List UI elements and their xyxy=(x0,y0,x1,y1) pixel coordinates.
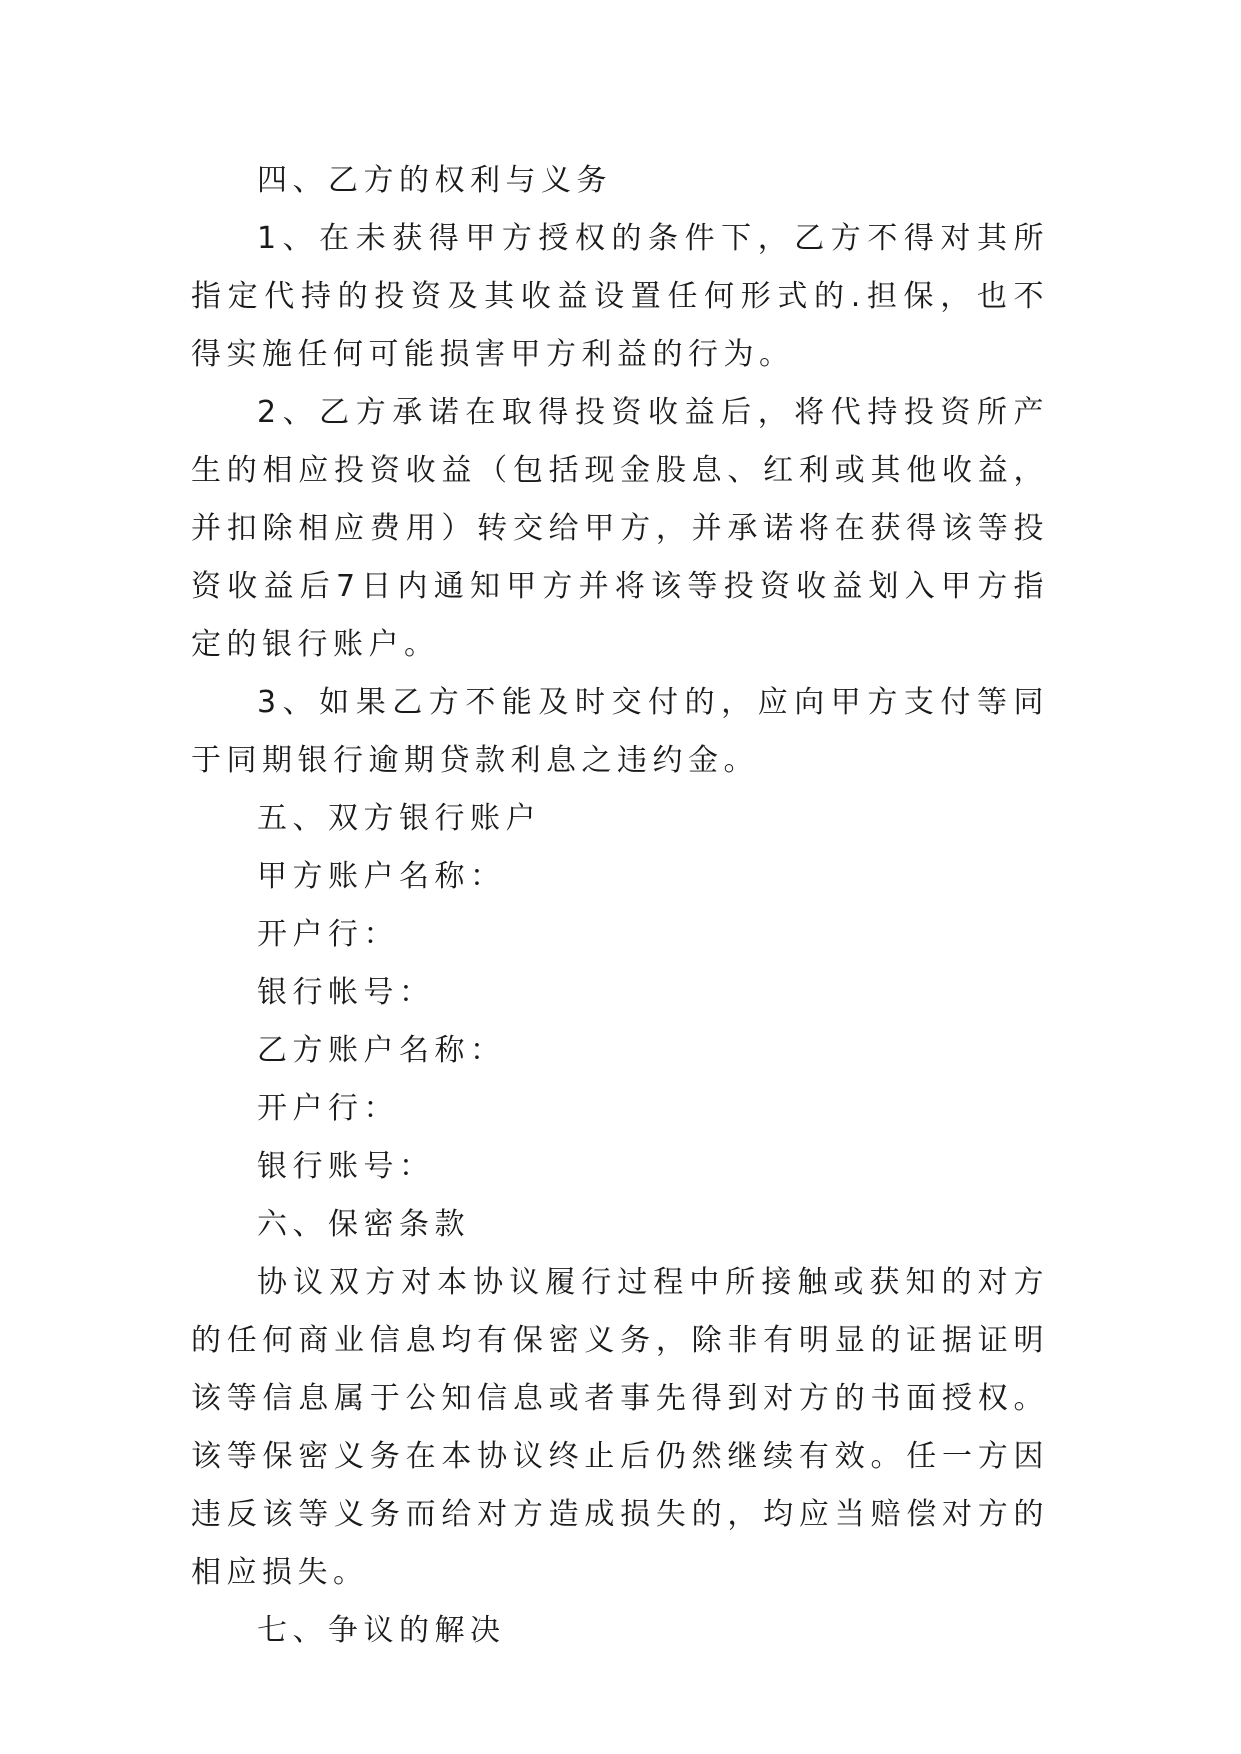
party-b-bank: 开户行： xyxy=(257,1091,399,1126)
party-a-account-name: 甲方账户名称： xyxy=(257,859,506,894)
section-5-heading: 五、双方银行账户 xyxy=(257,801,541,836)
section-4-clause-1: 1、在未获得甲方授权的条件下，乙方不得对其所指定代持的投资及其收益设置任何形式的.担保，也不得实施任何可能损害甲方利益的行为。 xyxy=(191,221,1049,372)
section-6-heading: 六、保密条款 xyxy=(257,1207,470,1242)
party-b-account-name: 乙方账户名称： xyxy=(257,1033,506,1068)
party-a-account-number: 银行帐号： xyxy=(257,975,435,1010)
section-6-body: 协议双方对本协议履行过程中所接触或获知的对方的任何商业信息均有保密义务，除非有明显的证据证明该等信息属于公知信息或者事先得到对方的书面授权。该等保密义务在本协议终止后仍然继续有效。任一方因违反该等义务而给对方造成损失的，均应当赔偿对方的相应损失。 xyxy=(191,1265,1049,1590)
section-7-heading: 七、争议的解决 xyxy=(257,1613,506,1648)
party-a-bank: 开户行： xyxy=(257,917,399,952)
section-4-clause-2: 2、乙方承诺在取得投资收益后，将代持投资所产生的相应投资收益（包括现金股息、红利或其他收益，并扣除相应费用）转交给甲方，并承诺将在获得该等投资收益后7日内通知甲方并将该等投资收益划入甲方指定的银行账户。 xyxy=(191,395,1049,662)
party-b-account-number: 银行账号： xyxy=(257,1149,435,1184)
section-4-heading: 四、乙方的权利与义务 xyxy=(257,163,612,198)
section-4-clause-3: 3、如果乙方不能及时交付的，应向甲方支付等同于同期银行逾期贷款利息之违约金。 xyxy=(191,685,1049,778)
document-body xyxy=(191,152,1049,1660)
